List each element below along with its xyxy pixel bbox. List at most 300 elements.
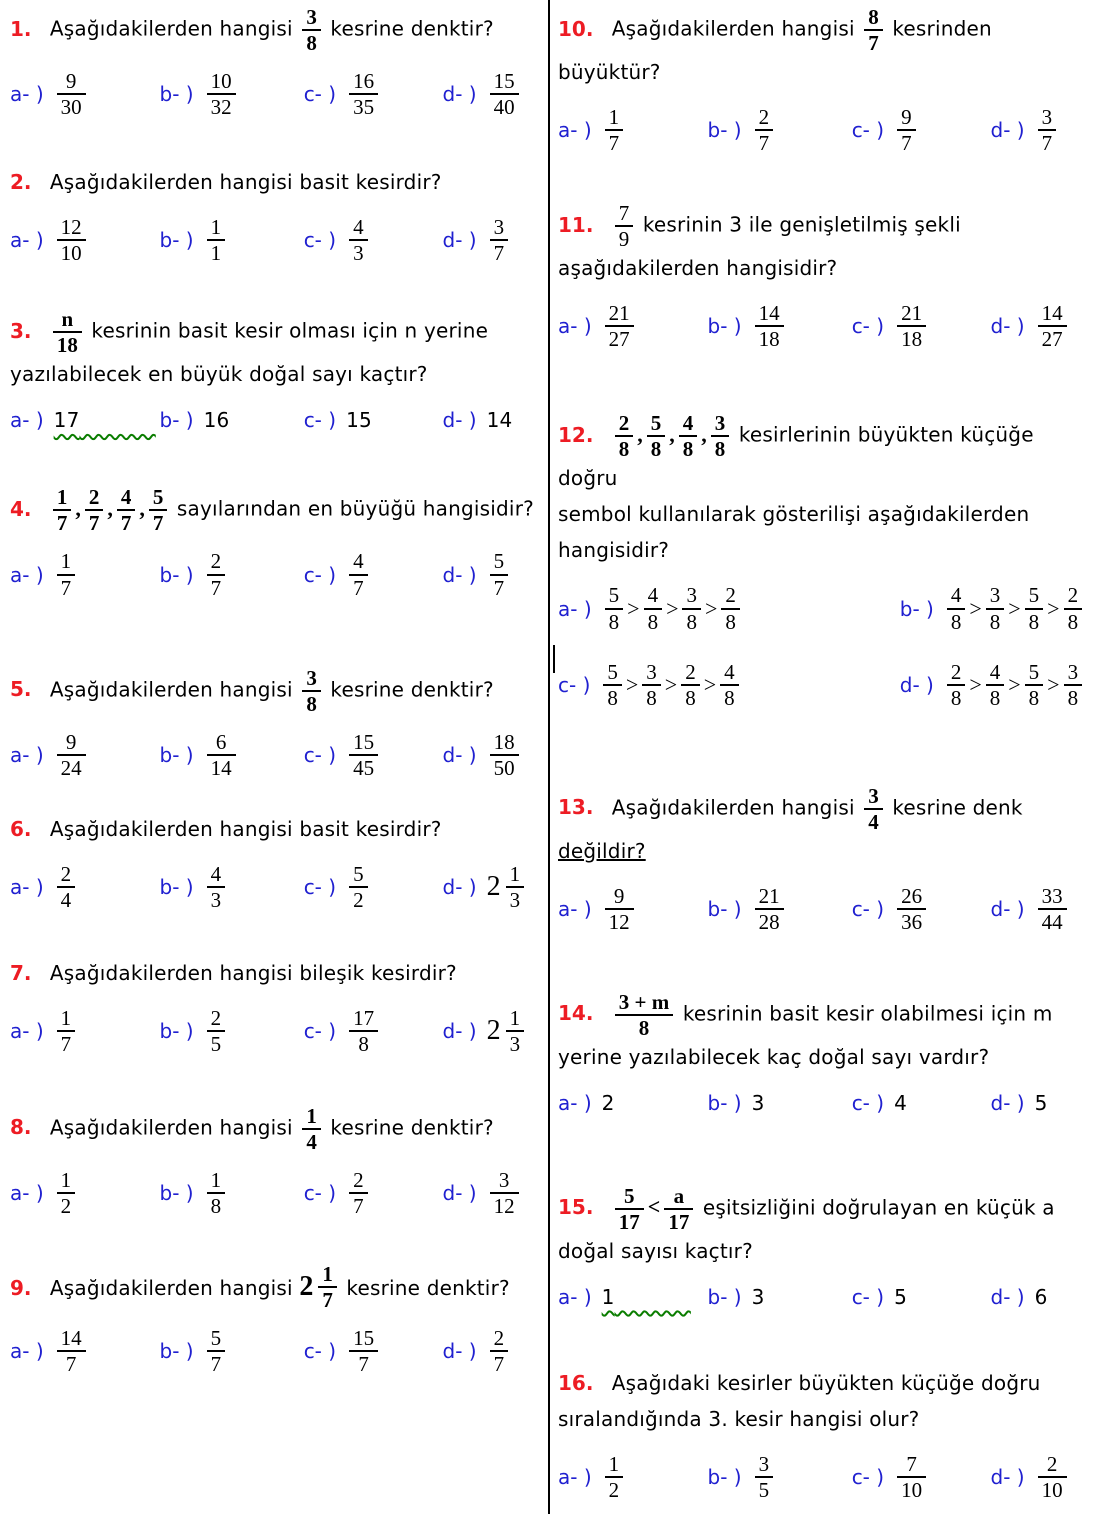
fraction-denominator: 18 <box>758 327 780 352</box>
option-label: a- ) <box>10 228 44 253</box>
option-label: b- ) <box>707 896 742 921</box>
text-run: > <box>1047 595 1060 621</box>
fraction <box>490 216 509 264</box>
option-label: d- ) <box>990 896 1025 921</box>
question-8 <box>10 1105 544 1217</box>
option-d <box>991 302 1092 350</box>
fraction-denominator: 18 <box>56 333 78 358</box>
fraction <box>349 1169 368 1217</box>
fraction <box>711 412 730 460</box>
fraction-numerator: 15 <box>349 1327 378 1352</box>
question-1 <box>10 6 544 118</box>
column-divider <box>548 0 550 1514</box>
option-value <box>894 1285 907 1309</box>
text-run: > <box>625 671 639 697</box>
question-stem <box>558 1185 1092 1269</box>
fraction-numerator: 1 <box>53 486 72 511</box>
fraction-numerator: 2 <box>1038 1453 1067 1478</box>
fraction-denominator: 2 <box>608 1478 620 1503</box>
fraction-denominator: 7 <box>1041 131 1053 156</box>
fraction-numerator: 26 <box>897 885 926 910</box>
option-c <box>852 885 991 933</box>
options-row <box>10 731 544 779</box>
option-d <box>443 1169 544 1217</box>
option-b <box>160 731 304 779</box>
option-label: b- ) <box>159 1181 194 1206</box>
text-run: 6 <box>1034 1285 1048 1310</box>
option-label: b- ) <box>159 874 194 899</box>
fraction-denominator: 7 <box>56 511 68 536</box>
fraction-numerator: 2 <box>207 550 226 575</box>
fraction-numerator: 3 <box>1064 661 1083 686</box>
fraction <box>644 584 663 632</box>
fraction <box>506 863 525 911</box>
fraction-numerator: 2 <box>207 1007 226 1032</box>
fraction <box>605 302 634 350</box>
option-value <box>346 216 371 264</box>
option-c <box>852 1091 991 1115</box>
option-a <box>10 408 160 432</box>
option-label: a- ) <box>10 1339 44 1364</box>
text-run: Aşağıdakilerden hangisi <box>611 795 862 820</box>
text-run: 16 <box>203 408 230 433</box>
fraction <box>207 1007 226 1055</box>
option-label: b- ) <box>707 1465 742 1490</box>
fraction-numerator: 2 <box>947 661 966 686</box>
text-run: 5 <box>1034 1090 1048 1115</box>
fraction-denominator: 8 <box>608 609 620 634</box>
text-run: 4 <box>894 1090 907 1115</box>
fraction-denominator: 7 <box>88 511 100 536</box>
question-stem <box>10 1263 544 1311</box>
fraction-denominator: 35 <box>353 95 375 120</box>
option-label: d- ) <box>442 82 477 107</box>
option-label: c- ) <box>303 874 337 899</box>
fraction-denominator: 8 <box>724 685 735 710</box>
option-value <box>487 1169 522 1217</box>
fraction-numerator: 21 <box>605 302 634 327</box>
option-label: d- ) <box>442 1339 477 1364</box>
fraction <box>864 6 883 54</box>
text-run: kesrinin basit kesir olması için n yerine <box>84 318 489 343</box>
fraction <box>647 412 666 460</box>
question-number: 13. <box>558 795 594 820</box>
option-value <box>204 1327 229 1375</box>
fraction-numerator: 9 <box>57 70 86 95</box>
fraction <box>57 216 86 264</box>
fraction <box>85 486 104 534</box>
question-12 <box>558 412 1092 708</box>
option-value <box>54 1169 79 1217</box>
option-value <box>602 106 627 154</box>
fraction-denominator: 7 <box>868 31 879 56</box>
option-value <box>54 863 79 911</box>
option-value <box>487 408 513 432</box>
option-label: d- ) <box>990 314 1025 339</box>
column-right <box>558 6 1092 1501</box>
option-value <box>346 550 371 598</box>
option-value <box>487 550 512 598</box>
fraction-denominator: 8 <box>638 1015 650 1040</box>
option-c <box>304 70 443 118</box>
option-value <box>204 70 239 118</box>
fraction-numerator: 2 <box>85 486 104 511</box>
options-row <box>558 885 1092 933</box>
option-c <box>304 216 443 264</box>
fraction-numerator: 17 <box>349 1007 378 1032</box>
fraction <box>490 70 519 118</box>
option-label: d- ) <box>442 228 477 253</box>
question-13 <box>558 785 1092 933</box>
option-label: d- ) <box>990 1285 1025 1310</box>
fraction <box>57 70 86 118</box>
text-run: hangisidir? <box>558 538 670 563</box>
text-run: Aşağıdakilerden hangisi <box>49 1276 300 1301</box>
text-run: Aşağıdakilerden hangisi <box>611 16 862 41</box>
text-run: Aşağıdakilerden hangisi bileşik kesirdir? <box>49 960 457 985</box>
fraction-denominator: 7 <box>353 1194 364 1219</box>
option-a <box>10 550 160 598</box>
fraction <box>349 731 378 779</box>
option-value <box>894 885 929 933</box>
option-label: a- ) <box>558 118 592 143</box>
option-label: a- ) <box>10 874 44 899</box>
fraction <box>207 70 236 118</box>
fraction-numerator: 2 <box>615 412 634 437</box>
question-stem <box>10 955 544 991</box>
options-row <box>10 216 544 264</box>
option-label: b- ) <box>707 314 742 339</box>
fraction <box>207 863 226 911</box>
fraction-denominator: 7 <box>758 131 770 156</box>
option-b <box>160 1327 304 1375</box>
option-b <box>708 106 852 154</box>
fraction <box>57 1327 86 1375</box>
question-number: 3. <box>10 318 32 343</box>
option-label: c- ) <box>851 118 885 143</box>
fraction-denominator: 12 <box>493 1194 515 1219</box>
text-run: kesrinin basit kesir olabilmesi için m <box>676 1001 1053 1026</box>
fraction-numerator: n <box>53 308 82 333</box>
fraction <box>615 202 634 250</box>
fraction-numerator: 4 <box>117 486 136 511</box>
fraction-numerator: 9 <box>605 885 634 910</box>
fraction-numerator: 5 <box>149 486 168 511</box>
fraction-denominator: 4 <box>60 887 72 912</box>
fraction-denominator: 10 <box>901 1478 923 1503</box>
option-d <box>443 731 544 779</box>
fraction <box>615 412 634 460</box>
question-number: 6. <box>10 816 32 841</box>
option-value <box>54 70 89 118</box>
text-run: , <box>107 495 113 521</box>
option-b <box>160 408 304 432</box>
option-d <box>991 106 1092 154</box>
option-d <box>991 1285 1092 1309</box>
option-label: d- ) <box>990 1090 1025 1115</box>
fraction <box>207 1169 226 1217</box>
option-value <box>487 863 528 911</box>
text-run: , <box>139 495 145 521</box>
option-value <box>752 1453 777 1501</box>
question-stem <box>10 811 544 847</box>
question-16 <box>558 1365 1092 1501</box>
text-run: eşitsizliğini doğrulayan en küçük a <box>696 1195 1055 1220</box>
fraction <box>1025 661 1044 709</box>
fraction-denominator: 10 <box>1041 1478 1063 1503</box>
fraction-denominator: 8 <box>1028 609 1040 634</box>
options-row <box>10 70 544 118</box>
fraction-denominator: 17 <box>618 1209 640 1234</box>
option-c <box>304 1169 443 1217</box>
fraction-numerator: 5 <box>1025 584 1044 609</box>
option-value <box>894 302 929 350</box>
options-row <box>558 106 1092 154</box>
fraction-denominator: 7 <box>60 575 72 600</box>
option-value <box>346 408 372 432</box>
question-number: 5. <box>10 677 32 702</box>
question-number: 7. <box>10 960 32 985</box>
option-d <box>443 1327 544 1375</box>
question-stem <box>558 1365 1092 1437</box>
fraction-denominator: 8 <box>685 685 696 710</box>
fraction-denominator: 17 <box>668 1209 690 1234</box>
option-label: b- ) <box>159 228 194 253</box>
option-value <box>204 216 229 264</box>
mixed-whole-part: 2 <box>486 870 501 902</box>
fraction-numerator: 15 <box>490 70 519 95</box>
fraction <box>947 661 966 709</box>
fraction-denominator: 8 <box>646 685 657 710</box>
fraction-numerator: 4 <box>947 584 966 609</box>
fraction <box>986 661 1005 709</box>
question-stem <box>558 6 1092 90</box>
question-number: 2. <box>10 170 32 195</box>
fraction-numerator: 4 <box>349 216 368 241</box>
fraction-numerator: 2 <box>721 584 740 609</box>
fraction-denominator: 45 <box>353 755 375 780</box>
fraction <box>605 885 634 933</box>
fraction <box>490 1169 519 1217</box>
option-label: a- ) <box>558 1285 592 1310</box>
fraction-denominator: 18 <box>901 327 923 352</box>
fraction <box>207 1327 226 1375</box>
option-b <box>160 550 304 598</box>
options-row <box>558 584 1092 708</box>
fraction-numerator: 21 <box>897 302 926 327</box>
fraction-denominator: 14 <box>210 755 232 780</box>
option-label: d- ) <box>442 1181 477 1206</box>
option-d <box>443 216 544 264</box>
text-run: 3 <box>751 1285 765 1310</box>
option-label: c- ) <box>851 1090 885 1115</box>
option-value <box>602 885 637 933</box>
fraction <box>605 584 624 632</box>
text-run: 2 <box>601 1090 615 1115</box>
fraction-denominator: 7 <box>210 1352 222 1377</box>
options-row <box>558 1285 1092 1309</box>
question-11 <box>558 202 1092 350</box>
text-run: > <box>703 671 717 697</box>
options-row <box>10 863 544 911</box>
fraction-numerator: 4 <box>679 412 698 437</box>
text-run: Aşağıdakilerden hangisi basit kesirdir? <box>49 816 442 841</box>
fraction-denominator: 7 <box>493 1352 505 1377</box>
option-label: d- ) <box>899 672 934 697</box>
fraction-denominator: 5 <box>210 1031 222 1056</box>
fraction <box>349 70 378 118</box>
fraction <box>986 584 1005 632</box>
fraction-denominator: 24 <box>60 755 82 780</box>
fraction-numerator: 3 <box>986 584 1005 609</box>
option-b <box>160 1007 304 1055</box>
fraction-denominator: 44 <box>1041 909 1063 934</box>
question-4 <box>10 486 544 598</box>
fraction-denominator: 8 <box>714 437 726 462</box>
option-value <box>346 863 371 911</box>
fraction-denominator: 8 <box>647 609 659 634</box>
option-value <box>346 731 381 779</box>
question-number: 4. <box>10 496 32 521</box>
option-a <box>558 1091 708 1115</box>
option-label: d- ) <box>442 408 477 433</box>
option-value <box>204 1169 229 1217</box>
fraction-numerator: 3 <box>302 667 321 692</box>
fraction <box>57 731 86 779</box>
fraction-numerator: 15 <box>349 731 378 756</box>
fraction <box>207 550 226 598</box>
option-c <box>304 1007 443 1055</box>
fraction <box>149 486 168 534</box>
option-b <box>708 1091 852 1115</box>
fraction-numerator: 9 <box>897 106 916 131</box>
text-run: kesrine denktir? <box>323 16 494 41</box>
mixed-whole-part: 2 <box>299 1271 314 1303</box>
option-label: d- ) <box>990 1465 1025 1490</box>
fraction <box>490 731 519 779</box>
text-run: sıralandığında 3. kesir hangisi olur? <box>558 1407 920 1432</box>
option-label: a- ) <box>558 314 592 339</box>
option-label: c- ) <box>851 314 885 339</box>
fraction-numerator: 21 <box>755 885 784 910</box>
fraction-numerator: 5 <box>207 1327 226 1352</box>
option-label: c- ) <box>558 672 591 697</box>
option-a <box>10 1169 160 1217</box>
fraction <box>755 106 774 154</box>
fraction-denominator: 8 <box>1028 685 1040 710</box>
fraction-numerator: 16 <box>349 70 378 95</box>
option-value <box>1035 885 1070 933</box>
fraction-numerator: 9 <box>57 731 86 756</box>
option-value <box>54 216 89 264</box>
text-run: < <box>647 1194 661 1220</box>
fraction <box>57 863 76 911</box>
fraction-numerator: 3 <box>302 6 321 31</box>
text-run: kesrine denktir? <box>323 1115 494 1140</box>
fraction-numerator: 4 <box>644 584 663 609</box>
option-label: c- ) <box>303 1181 337 1206</box>
fraction-denominator: 7 <box>493 241 505 266</box>
fraction-numerator: 3 <box>490 216 509 241</box>
option-a <box>558 885 708 933</box>
text-run: > <box>627 595 640 621</box>
fraction <box>864 785 883 833</box>
option-d <box>443 70 544 118</box>
fraction-numerator: 2 <box>681 661 700 686</box>
option-value <box>204 1007 229 1055</box>
option-label: a- ) <box>10 82 44 107</box>
text-run: Aşağıdakilerden hangisi basit kesirdir? <box>49 170 442 195</box>
fraction-denominator: 8 <box>989 609 1001 634</box>
fraction-numerator: 3 <box>711 412 730 437</box>
option-a <box>10 70 160 118</box>
option-a <box>10 863 160 911</box>
option-value <box>204 863 229 911</box>
text-run: > <box>969 671 982 697</box>
fraction-numerator: 3 <box>1038 106 1057 131</box>
fraction-denominator: 28 <box>758 909 780 934</box>
option-d <box>443 1007 544 1055</box>
question-number: 15. <box>558 1195 594 1220</box>
option-value <box>487 1007 528 1055</box>
fraction <box>947 584 966 632</box>
fraction <box>57 1007 76 1055</box>
option-value <box>487 731 522 779</box>
fraction-denominator: 30 <box>60 95 82 120</box>
fraction <box>207 731 236 779</box>
fraction-numerator: 1 <box>318 1263 337 1288</box>
option-value <box>752 106 777 154</box>
fraction <box>897 302 926 350</box>
fraction <box>682 584 701 632</box>
fraction-denominator: 7 <box>901 131 912 156</box>
text-run: kesrinden büyüktür? <box>558 16 992 85</box>
option-label: c- ) <box>303 562 337 587</box>
question-number: 8. <box>10 1115 32 1140</box>
fraction <box>302 6 321 54</box>
fraction-denominator: 8 <box>1067 609 1079 634</box>
fraction <box>1064 661 1083 709</box>
text-run: 14 <box>486 408 513 433</box>
fraction <box>605 1453 624 1501</box>
fraction-denominator: 7 <box>210 575 222 600</box>
option-a <box>558 1285 708 1309</box>
option-d <box>443 863 544 911</box>
fraction-numerator: 1 <box>506 1007 525 1032</box>
fraction-numerator: 1 <box>57 550 76 575</box>
underlined-text: değildir? <box>558 838 646 863</box>
option-value <box>54 1327 89 1375</box>
question-stem <box>10 308 544 392</box>
option-value <box>894 106 919 154</box>
fraction-denominator: 7 <box>353 575 364 600</box>
option-label: a- ) <box>558 1465 592 1490</box>
option-label: a- ) <box>10 408 44 433</box>
option-label: b- ) <box>899 596 934 621</box>
text-run: sembol kullanılarak gösterilişi aşağıdakilerden <box>558 502 1030 527</box>
fraction-denominator: 7 <box>608 131 620 156</box>
option-c <box>852 1285 991 1309</box>
fraction <box>615 991 673 1039</box>
option-b <box>708 885 852 933</box>
fraction <box>1038 1453 1067 1501</box>
option-label: d- ) <box>990 118 1025 143</box>
fraction-denominator: 2 <box>60 1194 72 1219</box>
fraction <box>603 661 622 709</box>
fraction-numerator: 1 <box>57 1169 76 1194</box>
fraction-denominator: 1 <box>210 241 222 266</box>
fraction-numerator: 5 <box>615 1185 644 1210</box>
